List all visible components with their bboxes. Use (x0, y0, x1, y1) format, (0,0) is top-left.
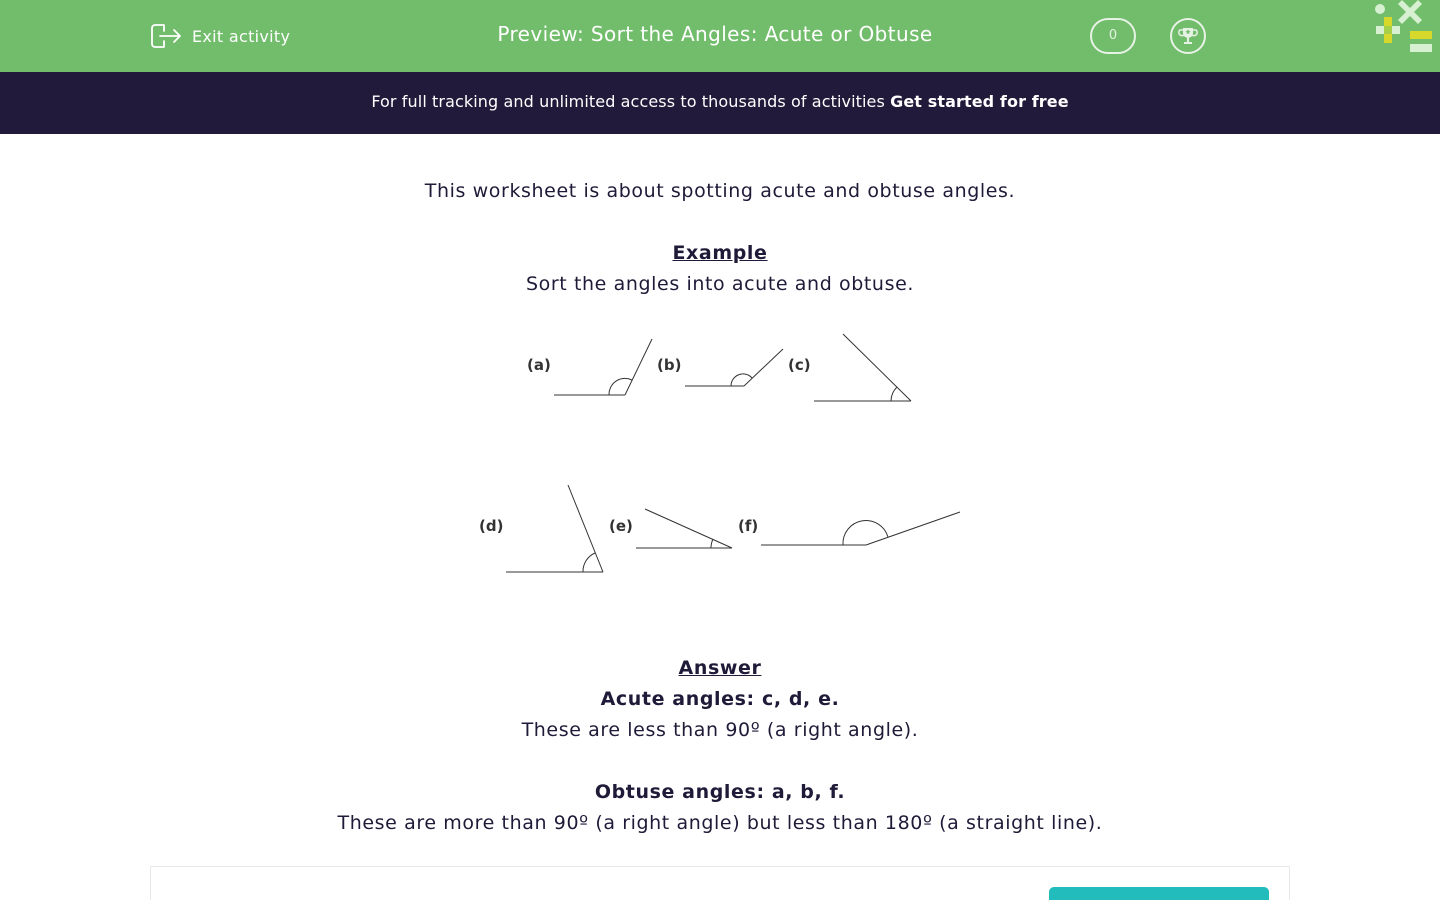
angle-b (685, 349, 783, 386)
obtuse-explanation: These are more than 90º (a right angle) but less than 180º (a straight line). (337, 812, 1103, 834)
example-heading: Example (672, 242, 768, 264)
obtuse-answer: Obtuse angles: a, b, f. (594, 781, 846, 803)
exit-activity-label: Exit activity (192, 26, 291, 46)
score-badge: 0 (1090, 18, 1136, 54)
angle-c (814, 334, 911, 401)
trophy-button[interactable] (1170, 18, 1206, 54)
banner-text: For full tracking and unlimited access to thousands of activities (371, 92, 891, 111)
get-started-link[interactable]: Get started for free (890, 92, 1069, 111)
activity-title: Preview: Sort the Angles: Acute or Obtuse (497, 22, 933, 46)
angle-a (554, 339, 652, 395)
intro-text: This worksheet is about spotting acute and obtuse angles. (424, 180, 1016, 202)
angle-label-e: (e) (609, 517, 633, 535)
trophy-icon (1177, 25, 1199, 47)
angle-d (506, 485, 603, 572)
acute-answer: Acute angles: c, d, e. (600, 688, 840, 710)
answer-heading: Answer (678, 657, 762, 679)
example-prompt: Sort the angles into acute and obtuse. (526, 273, 914, 295)
top-bar (0, 0, 1440, 72)
angle-label-a: (a) (527, 356, 551, 374)
brand-logo-icon (1368, 0, 1440, 60)
angle-label-c: (c) (788, 356, 811, 374)
angle-label-b: (b) (657, 356, 682, 374)
signup-banner (0, 72, 1440, 134)
acute-explanation: These are less than 90º (a right angle). (521, 719, 919, 741)
start-button[interactable] (1049, 887, 1269, 900)
angle-label-f: (f) (738, 517, 759, 535)
angle-label-d: (d) (479, 517, 504, 535)
angle-e (636, 509, 732, 548)
angle-f (761, 512, 960, 545)
